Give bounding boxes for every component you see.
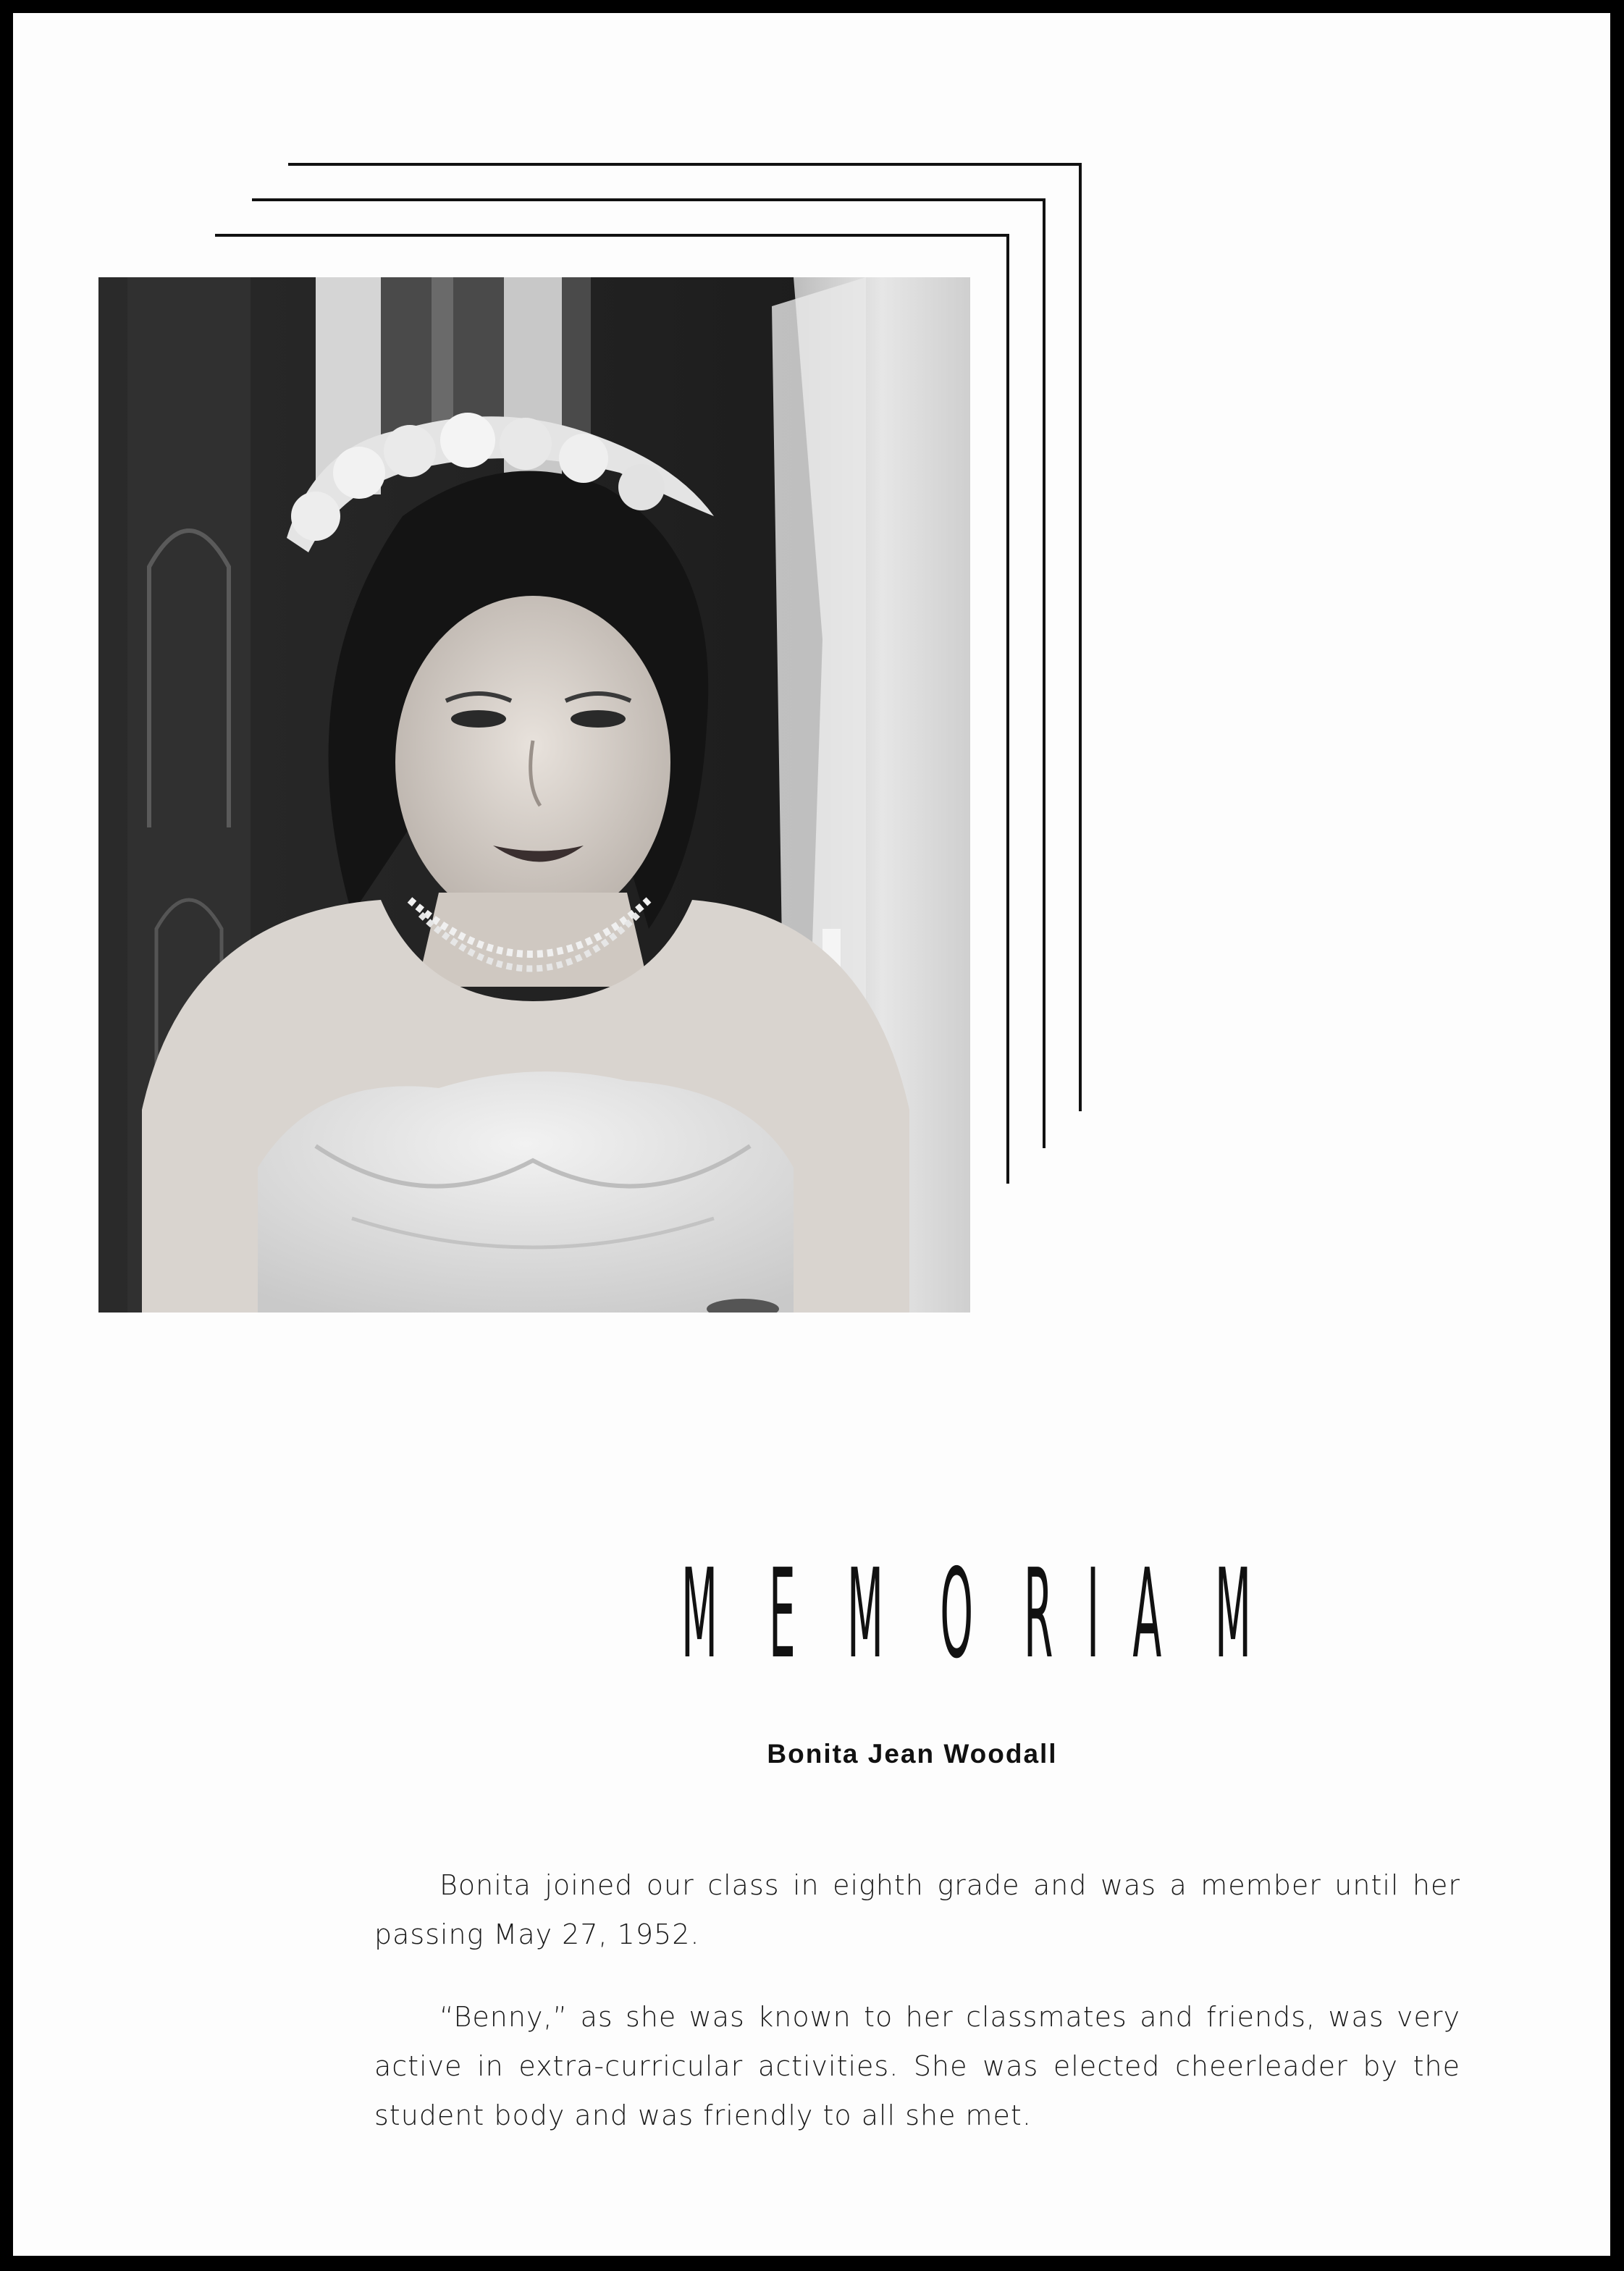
corner-line-top-3: [215, 234, 1009, 237]
paragraph-2: “Benny,” as she was known to her classmates and friends, was very active in extra-curricular activities. She was elected cheerleader by the student body and was friendly to all she met.: [374, 2001, 1460, 2131]
paragraph-1: Bonita joined our class in eighth grade and was a member until her passing May 27, 1952.: [374, 1869, 1460, 1950]
portrait-photo: [98, 277, 970, 1313]
heading-letter: M: [1214, 1543, 1251, 1686]
memorial-name: Bonita Jean Woodall: [767, 1739, 1058, 1769]
corner-line-right-2: [1043, 198, 1045, 1148]
corner-line-right-1: [1079, 163, 1082, 1111]
heading-letter: O: [939, 1543, 973, 1686]
memoriam-heading: [652, 1543, 1251, 1686]
heading-letter: A: [1132, 1543, 1162, 1686]
corner-line-top-2: [252, 198, 1045, 201]
heading-letter: E: [768, 1543, 796, 1686]
portrait-image: [98, 277, 970, 1313]
heading-letter: M: [681, 1543, 718, 1686]
heading-letter: I: [1087, 1543, 1100, 1686]
corner-line-top-1: [288, 163, 1082, 166]
heading-letter: M: [846, 1543, 883, 1686]
corner-line-right-3: [1006, 234, 1009, 1184]
heading-letter: R: [1023, 1543, 1053, 1686]
